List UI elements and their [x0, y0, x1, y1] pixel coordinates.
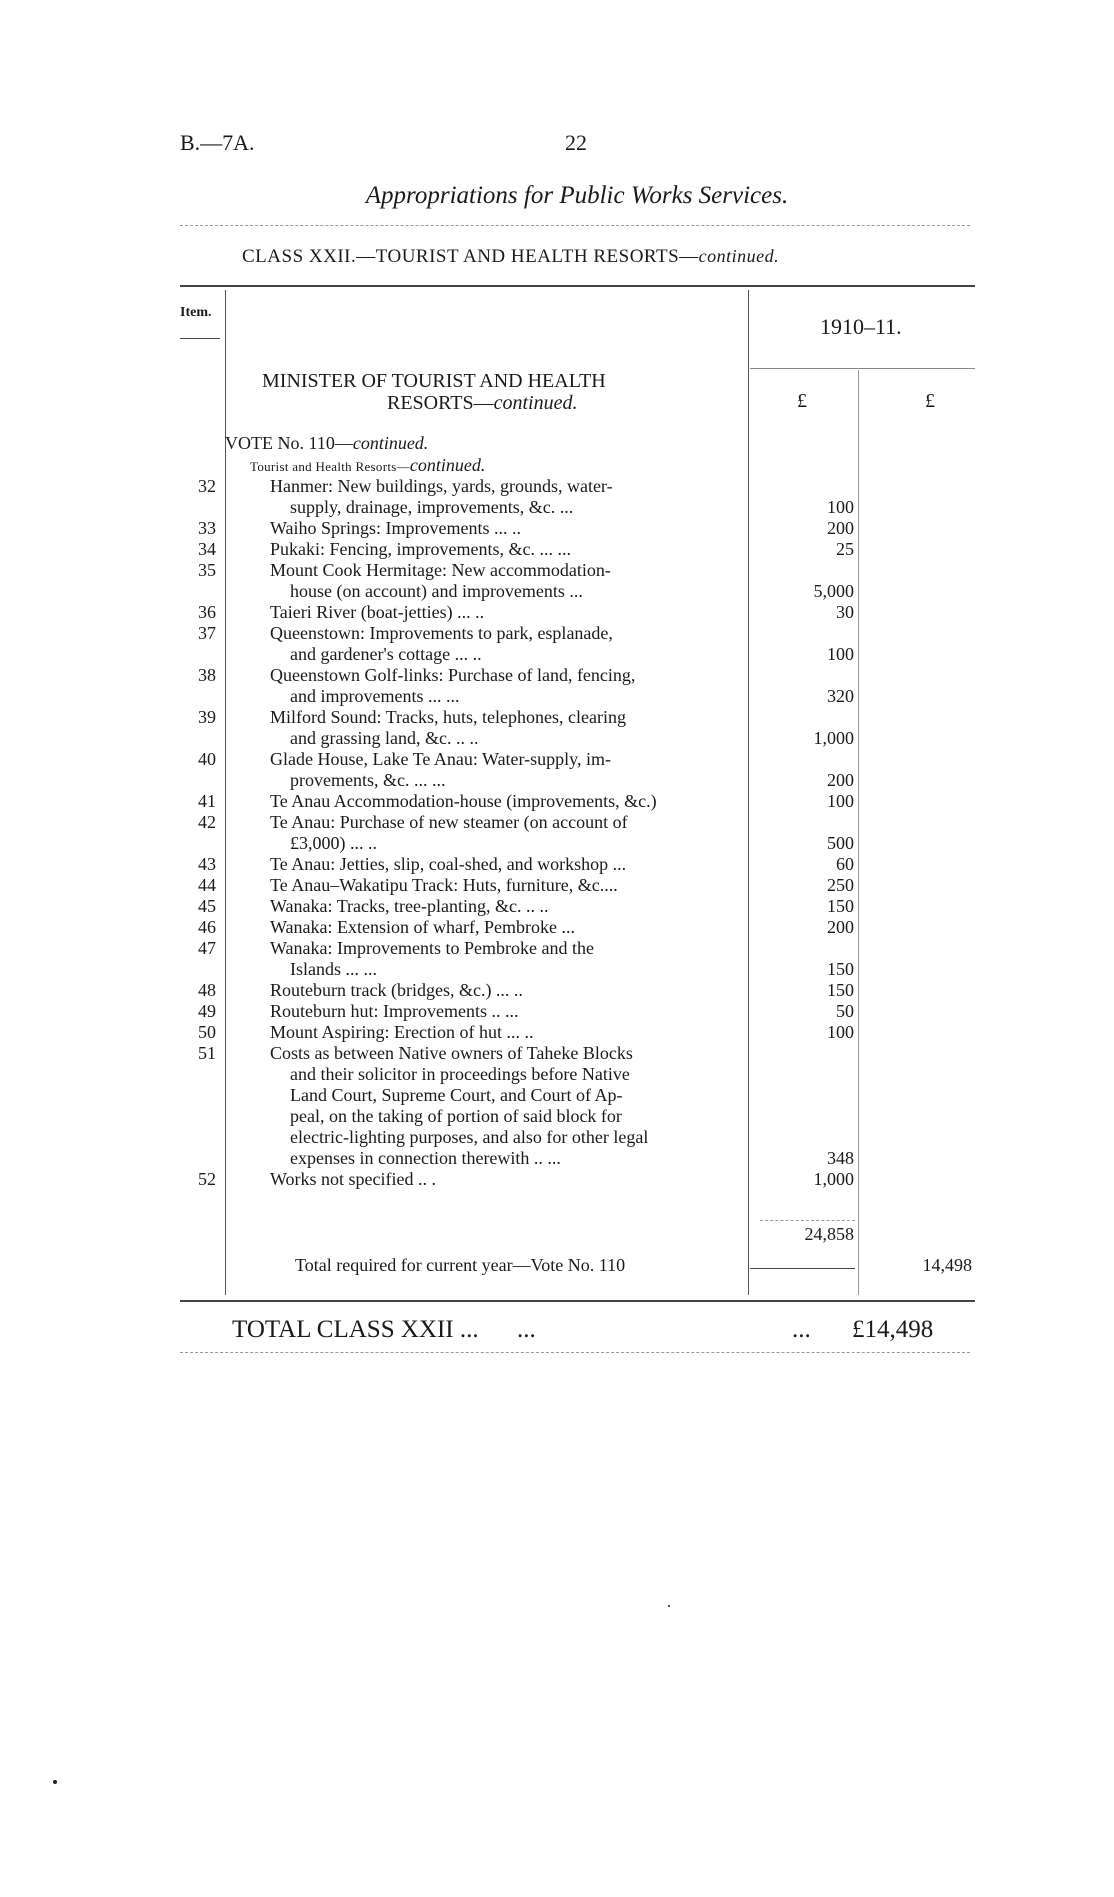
item-description-line: Te Anau: Jetties, slip, coal-shed, and workshop ... — [270, 854, 627, 874]
item-amount: 100 — [827, 644, 854, 664]
item-row — [0, 812, 1114, 854]
item-description-line: Wanaka: Extension of wharf, Pembroke ... — [270, 917, 575, 937]
item-description-line: Land Court, Supreme Court, and Court of Ap- — [290, 1085, 623, 1105]
ministry-heading-line2: RESORTS—continued. — [387, 392, 578, 414]
item-number: 39 — [198, 707, 216, 727]
item-number: 37 — [198, 623, 216, 643]
top-divider — [180, 225, 970, 226]
item-amount: 348 — [827, 1148, 854, 1168]
print-speck — [668, 1605, 670, 1607]
items-list — [0, 476, 1114, 1190]
item-description — [270, 623, 740, 665]
item-description-line: Islands ... ... — [290, 959, 377, 979]
item-description-line: supply, drainage, improvements, &c. ... — [290, 497, 574, 517]
item-description-line: Pukaki: Fencing, improvements, &c. ... ... — [270, 539, 571, 559]
item-number: 35 — [198, 560, 216, 580]
item-description — [270, 476, 740, 518]
item-description-line: Wanaka: Tracks, tree-planting, &c. .. .. — [270, 896, 549, 916]
item-description — [270, 875, 740, 896]
page-number: 22 — [565, 130, 587, 155]
item-description-line: provements, &c. ... ... — [290, 770, 446, 790]
item-row — [0, 602, 1114, 623]
item-description — [270, 602, 740, 623]
item-description — [270, 539, 740, 560]
item-amount: 1,000 — [813, 1169, 854, 1189]
item-description-line: Costs as between Native owners of Taheke Blocks — [270, 1043, 633, 1063]
item-description — [270, 896, 740, 917]
item-description — [270, 854, 740, 875]
item-row — [0, 749, 1114, 791]
ministry-heading-line1: MINISTER OF TOURIST AND HEALTH — [262, 370, 606, 392]
item-description-line: house (on account) and improvements ... — [290, 581, 583, 601]
item-row — [0, 1169, 1114, 1190]
item-row — [0, 1043, 1114, 1169]
item-number: 32 — [198, 476, 216, 496]
item-description — [270, 1169, 740, 1190]
item-description-line: Routeburn track (bridges, &c.) ... .. — [270, 980, 523, 1000]
item-description-line: Milford Sound: Tracks, huts, telephones, clearing — [270, 707, 626, 727]
grand-total-dots-1: ... — [517, 1316, 536, 1343]
currency-left-header: £ — [797, 390, 807, 412]
item-description-line: electric-lighting purposes, and also for other legal — [290, 1127, 649, 1147]
item-number: 51 — [198, 1043, 216, 1063]
item-description-line: and their solicitor in proceedings before Native — [290, 1064, 630, 1084]
item-description — [270, 938, 740, 980]
item-description-line: £3,000) ... .. — [290, 833, 377, 853]
item-row — [0, 791, 1114, 812]
item-amount: 30 — [836, 602, 854, 622]
item-description-line: Mount Cook Hermitage: New accommodation- — [270, 560, 611, 580]
item-description — [270, 665, 740, 707]
item-number: 33 — [198, 518, 216, 538]
item-amount: 150 — [827, 896, 854, 916]
item-row — [0, 938, 1114, 980]
item-row — [0, 917, 1114, 938]
item-number: 49 — [198, 1001, 216, 1021]
grand-total-dots-2: ... — [792, 1316, 811, 1343]
item-number: 41 — [198, 791, 216, 811]
item-number: 42 — [198, 812, 216, 832]
item-amount: 50 — [836, 1001, 854, 1021]
item-amount: 150 — [827, 980, 854, 1000]
item-row — [0, 623, 1114, 665]
ministry-heading — [262, 370, 722, 414]
item-description — [270, 812, 740, 854]
item-row — [0, 1001, 1114, 1022]
item-number: 46 — [198, 917, 216, 937]
item-number: 40 — [198, 749, 216, 769]
item-row — [0, 1022, 1114, 1043]
item-description — [270, 518, 740, 539]
item-number: 45 — [198, 896, 216, 916]
grand-total-line — [232, 1316, 952, 1344]
item-row — [0, 518, 1114, 539]
page-subtitle: Appropriations for Public Works Services. — [365, 182, 789, 209]
class-title-main: CLASS XXII.—TOURIST AND HEALTH RESORTS— — [242, 246, 699, 267]
item-number: 47 — [198, 938, 216, 958]
item-description-line: and improvements ... ... — [290, 686, 460, 706]
subtotal-rule — [760, 1220, 855, 1221]
item-description-line: Queenstown Golf-links: Purchase of land, fencing, — [270, 665, 636, 685]
item-amount: 5,000 — [813, 581, 854, 601]
item-row — [0, 707, 1114, 749]
item-row — [0, 980, 1114, 1001]
item-number: 38 — [198, 665, 216, 685]
item-amount: 200 — [827, 770, 854, 790]
currency-right-header: £ — [925, 390, 935, 412]
item-description-line: Glade House, Lake Te Anau: Water-supply, im- — [270, 749, 612, 769]
item-description-line: peal, on the taking of portion of said block for — [290, 1106, 622, 1126]
item-description — [270, 1022, 740, 1043]
item-number: 43 — [198, 854, 216, 874]
item-description — [270, 917, 740, 938]
item-description-line: Routeburn hut: Improvements .. ... — [270, 1001, 519, 1021]
item-number: 36 — [198, 602, 216, 622]
grand-total-label: TOTAL CLASS XXII ... — [232, 1316, 479, 1343]
item-row — [0, 560, 1114, 602]
item-amount: 60 — [836, 854, 854, 874]
subtotal-underline — [750, 1268, 855, 1269]
vote-heading: VOTE No. 110—continued. — [225, 433, 429, 453]
item-number: 34 — [198, 539, 216, 559]
item-amount: 250 — [827, 875, 854, 895]
item-row — [0, 854, 1114, 875]
subhead: Tourist and Health Resorts—continued. — [250, 455, 486, 475]
item-row — [0, 539, 1114, 560]
item-amount: 200 — [827, 518, 854, 538]
item-row — [0, 476, 1114, 518]
item-description-line: and gardener's cottage ... .. — [290, 644, 482, 664]
item-number: 48 — [198, 980, 216, 1000]
table-top-rule — [180, 285, 975, 287]
item-amount: 1,000 — [813, 728, 854, 748]
item-description-line: Hanmer: New buildings, yards, grounds, water- — [270, 476, 613, 496]
bottom-rule — [180, 1300, 975, 1302]
item-amount: 200 — [827, 917, 854, 937]
item-description — [270, 560, 740, 602]
item-description — [270, 1043, 740, 1169]
year-header: 1910–11. — [820, 314, 902, 339]
item-description — [270, 791, 740, 812]
item-row — [0, 875, 1114, 896]
item-description-line: Waiho Springs: Improvements ... .. — [270, 518, 522, 538]
grand-total-underline — [180, 1352, 970, 1353]
item-description-line: expenses in connection therewith .. ... — [290, 1148, 561, 1168]
item-description — [270, 749, 740, 791]
item-row — [0, 896, 1114, 917]
grand-total-amount: £14,498 — [852, 1316, 934, 1343]
item-description-line: Works not specified .. . — [270, 1169, 437, 1189]
total-amount: 14,498 — [922, 1255, 972, 1275]
total-label: Total required for current year—Vote No. 110 — [295, 1255, 626, 1275]
item-amount: 25 — [836, 539, 854, 559]
item-amount: 320 — [827, 686, 854, 706]
document-reference: B.—7A. — [180, 130, 255, 155]
item-description-line: Mount Aspiring: Erection of hut ... .. — [270, 1022, 534, 1042]
subtotal-amount: 24,858 — [804, 1224, 854, 1244]
item-column-header: Item. — [180, 305, 212, 320]
item-description — [270, 980, 740, 1001]
item-description-line: and grassing land, &c. .. .. — [290, 728, 479, 748]
item-amount: 500 — [827, 833, 854, 853]
item-amount: 100 — [827, 1022, 854, 1042]
item-description — [270, 1001, 740, 1022]
item-description-line: Te Anau–Wakatipu Track: Huts, furniture, &c.... — [270, 875, 618, 895]
item-description — [270, 707, 740, 749]
item-row — [0, 665, 1114, 707]
print-speck — [53, 1780, 57, 1784]
item-amount: 150 — [827, 959, 854, 979]
item-amount: 100 — [827, 791, 854, 811]
item-number: 52 — [198, 1169, 216, 1189]
item-amount: 100 — [827, 497, 854, 517]
item-description-line: Queenstown: Improvements to park, esplanade, — [270, 623, 613, 643]
item-description-line: Taieri River (boat-jetties) ... .. — [270, 602, 485, 622]
item-description-line: Wanaka: Improvements to Pembroke and the — [270, 938, 594, 958]
class-title-continued: continued. — [698, 246, 780, 266]
class-title — [242, 246, 779, 268]
item-description-line: Te Anau: Purchase of new steamer (on account of — [270, 812, 628, 832]
year-underline — [750, 368, 975, 369]
item-number: 44 — [198, 875, 216, 895]
item-number: 50 — [198, 1022, 216, 1042]
item-description-line: Te Anau Accommodation-house (improvements, &c.) — [270, 791, 657, 811]
item-header-underline — [180, 338, 220, 339]
